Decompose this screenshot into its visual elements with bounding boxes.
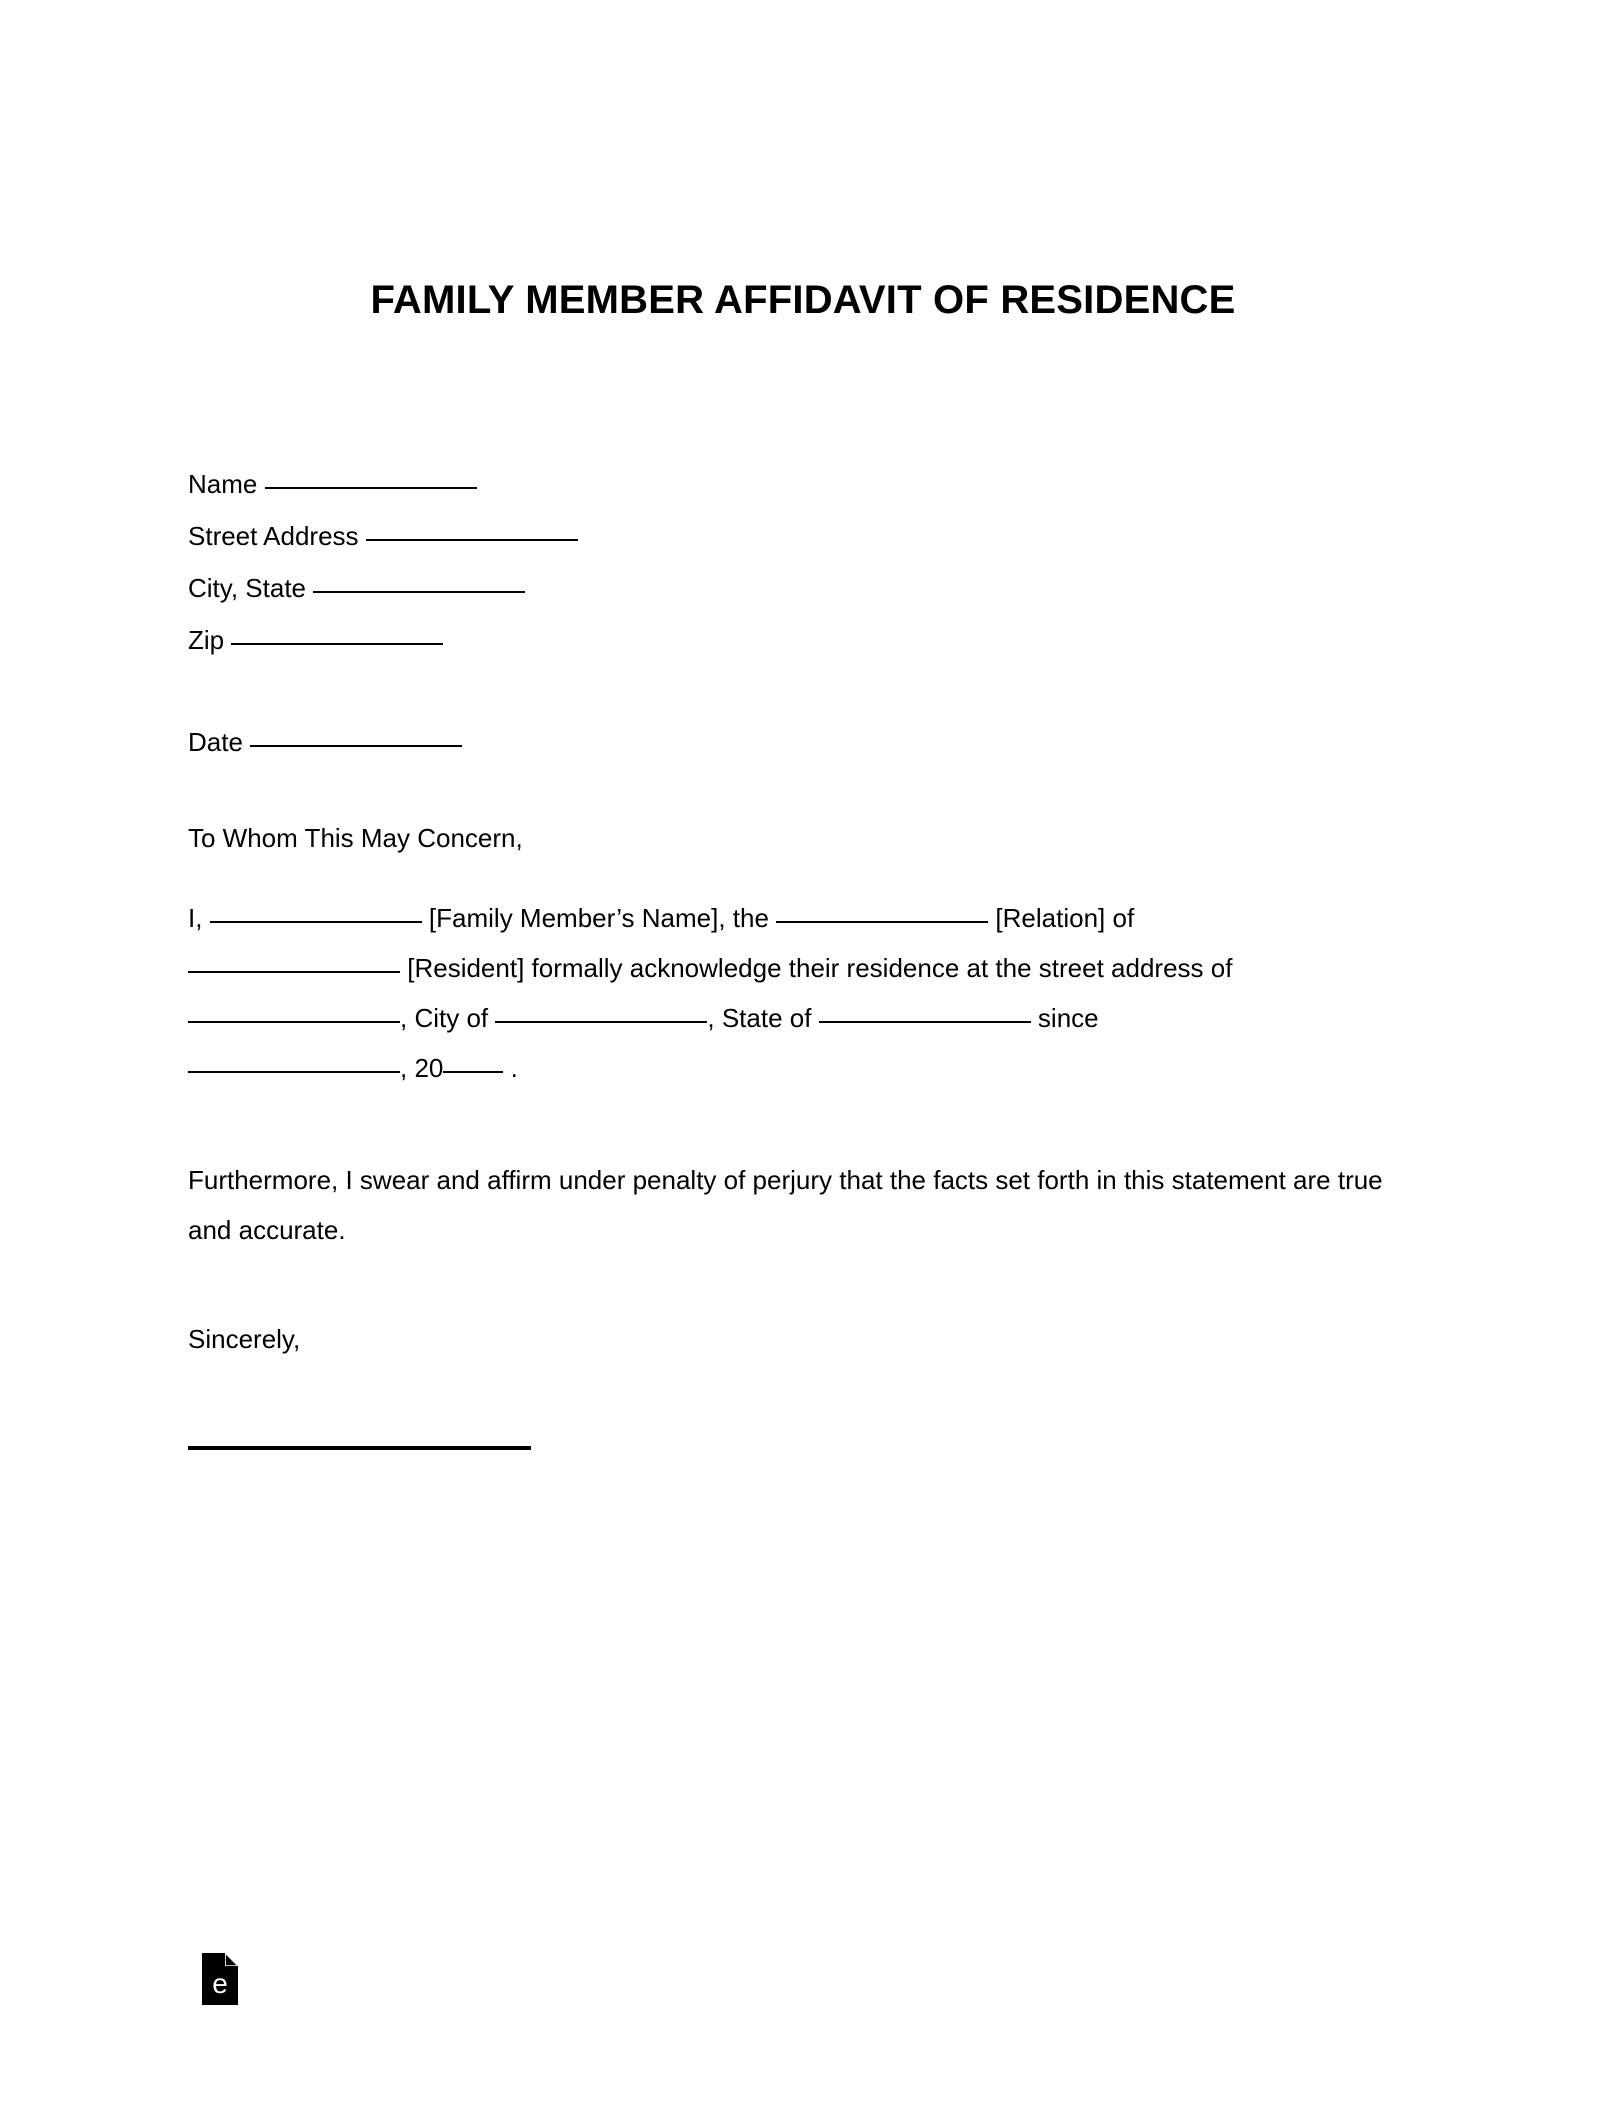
relation-blank[interactable] xyxy=(776,921,988,923)
zip-input-blank[interactable] xyxy=(231,643,443,645)
body-line-1-lead: I, xyxy=(188,903,203,933)
date-label: Date xyxy=(188,727,243,757)
body-line-3 xyxy=(188,993,1413,1043)
body-line-1 xyxy=(188,893,1413,943)
year-blank[interactable] xyxy=(443,1071,503,1073)
date-field-row xyxy=(188,716,462,768)
signature-line[interactable] xyxy=(188,1446,531,1450)
city-state-field-row xyxy=(188,562,1188,614)
city-state-input-blank[interactable] xyxy=(313,591,525,593)
zip-label: Zip xyxy=(188,625,225,655)
perjury-statement: Furthermore, I swear and affirm under penalty of perjury that the facts set forth in this statement are true and accurate. xyxy=(188,1165,1383,1245)
body-paragraph-primary xyxy=(188,893,1413,1093)
city-state-label: City, State xyxy=(188,573,307,603)
state-blank[interactable] xyxy=(819,1021,1031,1023)
logo-letter: e xyxy=(212,1968,228,1999)
resident-name-blank[interactable] xyxy=(188,971,400,973)
zip-field-row xyxy=(188,614,1188,666)
street-address-blank[interactable] xyxy=(188,1021,400,1023)
eforms-logo xyxy=(202,1953,238,2005)
body-line-1-mid: [Family Member’s Name], the xyxy=(428,903,769,933)
page-title: FAMILY MEMBER AFFIDAVIT OF RESIDENCE xyxy=(370,278,1236,322)
name-field-row xyxy=(188,458,1188,510)
name-label: Name xyxy=(188,469,258,499)
street-address-field-row xyxy=(188,510,1188,562)
family-member-name-blank[interactable] xyxy=(210,921,422,923)
body-line-3-state-label: , State of xyxy=(707,1003,812,1033)
body-line-3-city-label: , City of xyxy=(400,1003,489,1033)
body-line-4-period: . xyxy=(510,1053,518,1083)
body-line-1-tail: [Relation] of xyxy=(995,903,1135,933)
body-line-3-since: since xyxy=(1037,1003,1099,1033)
document-page-icon xyxy=(202,1953,238,2005)
city-blank[interactable] xyxy=(495,1021,707,1023)
since-date-blank[interactable] xyxy=(188,1071,400,1073)
address-block xyxy=(188,458,1188,666)
body-line-2-text: [Resident] formally acknowledge their residence at the street address of xyxy=(407,953,1233,983)
date-input-blank[interactable] xyxy=(250,745,462,747)
street-address-label: Street Address xyxy=(188,521,359,551)
closing-salutation: Sincerely, xyxy=(188,1324,301,1354)
body-line-2 xyxy=(188,943,1413,993)
name-input-blank[interactable] xyxy=(265,487,477,489)
body-line-4 xyxy=(188,1043,1413,1093)
street-address-input-blank[interactable] xyxy=(366,539,578,541)
salutation: To Whom This May Concern, xyxy=(188,823,523,853)
body-line-4-year-prefix: , 20 xyxy=(400,1053,444,1083)
